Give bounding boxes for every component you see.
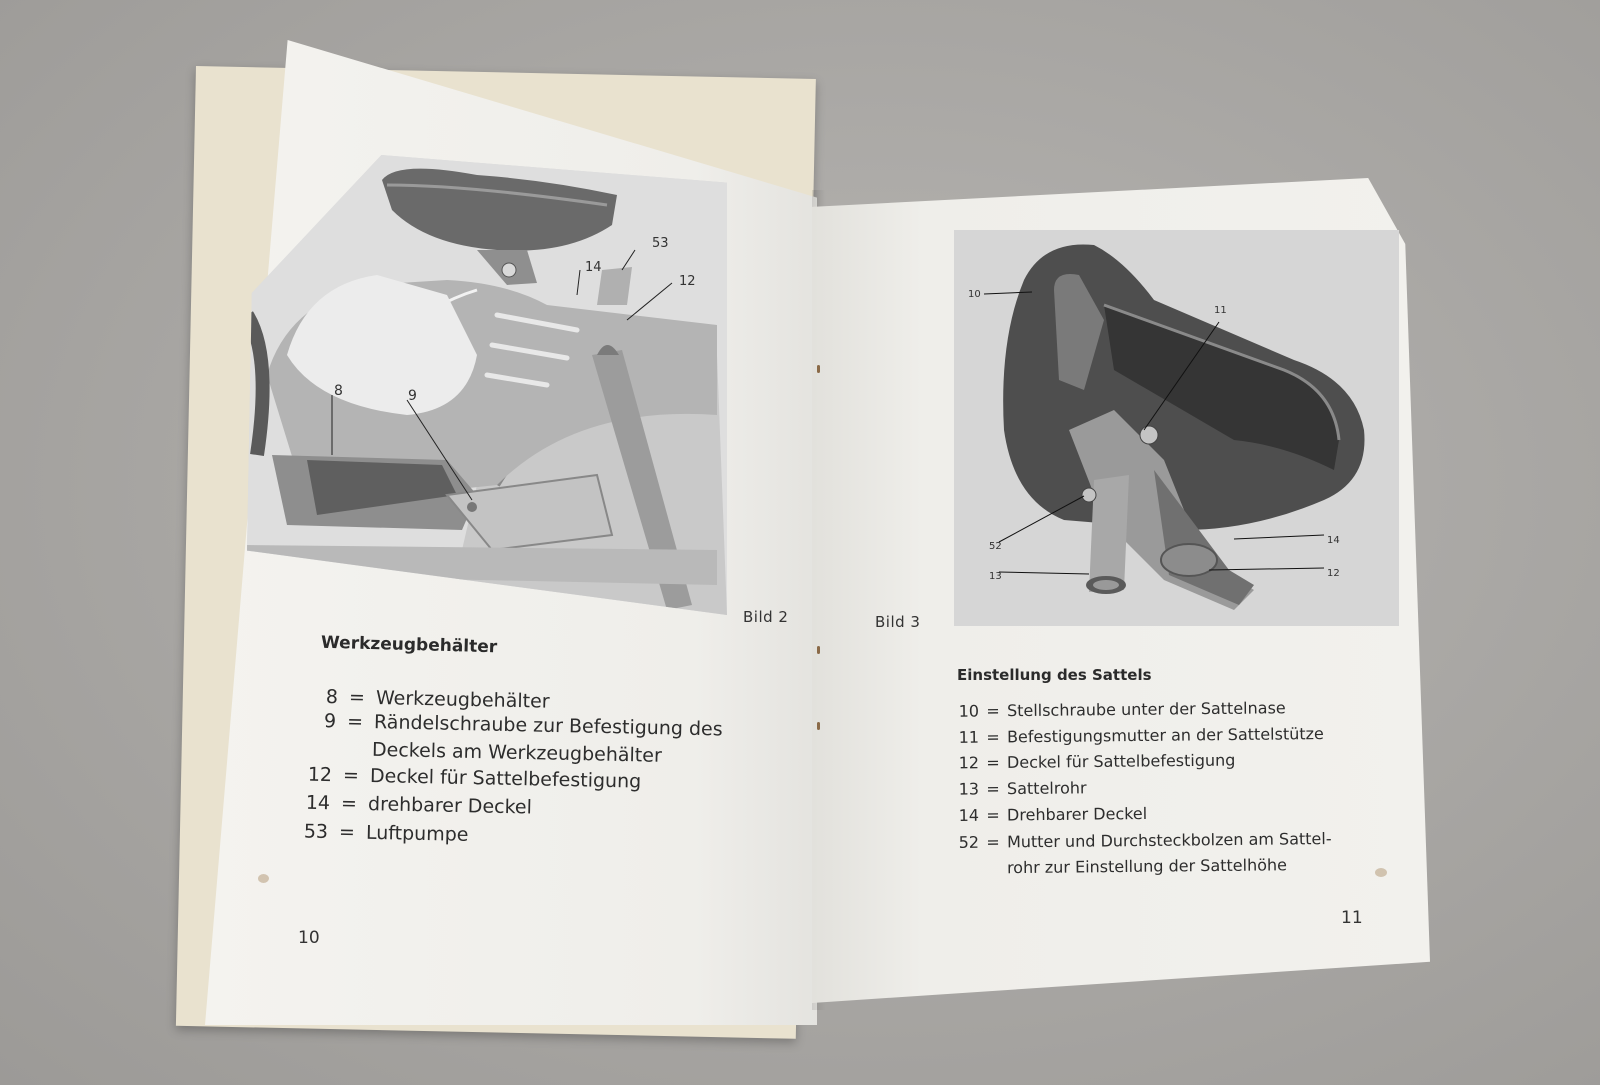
callout-14: 14	[1327, 535, 1340, 546]
equals-sign: =	[338, 821, 356, 844]
legend-item-53: 53 = Luftpumpe	[303, 820, 469, 846]
equals-sign: =	[342, 764, 360, 787]
binding-stitch	[817, 722, 820, 730]
figure-caption-bild-2: Bild 2	[743, 608, 789, 626]
legend-item-9-cont: Deckels am Werkzeugbehälter	[371, 738, 662, 767]
binding-stitch	[817, 365, 820, 373]
legend-item-9: 9 = Rändelschraube zur Befestigung des	[323, 710, 723, 741]
page-stain	[258, 874, 269, 883]
equals-sign: =	[986, 832, 1000, 852]
legend-item-12: 12 = Deckel für Sattelbefestigung	[958, 750, 1236, 773]
callout-12: 12	[1327, 568, 1340, 579]
equals-sign: =	[986, 753, 1000, 773]
legend-item-13: 13 = Sattelrohr	[958, 778, 1087, 799]
legend-item-8: 8 = Werkzeugbehälter	[325, 685, 550, 713]
equals-sign: =	[348, 686, 366, 709]
equals-sign: =	[986, 727, 1000, 747]
legend-item-10: 10 = Stellschraube unter der Sattelnase	[958, 698, 1286, 721]
legend-item-52: 52 = Mutter und Durchsteckbolzen am Sattel-	[958, 829, 1332, 852]
callout-10: 10	[968, 289, 981, 300]
callout-8: 8	[334, 383, 343, 399]
callout-52: 52	[989, 541, 1002, 552]
left-section-heading: Werkzeugbehälter	[320, 632, 498, 658]
callout-14: 14	[585, 260, 602, 275]
equals-sign: =	[986, 779, 1000, 799]
callout-13: 13	[989, 571, 1002, 582]
page-number-right: 11	[1341, 908, 1363, 928]
page-number-left: 10	[298, 928, 320, 948]
legend-item-12: 12 = Deckel für Sattelbefestigung	[307, 763, 642, 793]
legend-item-52-cont: rohr zur Einstellung der Sattelhöhe	[1006, 855, 1288, 878]
legend-item-11: 11 = Befestigungsmutter an der Sattelstütze	[958, 724, 1324, 747]
equals-sign: =	[340, 792, 358, 815]
equals-sign: =	[346, 710, 364, 733]
callout-9: 9	[408, 388, 417, 404]
callout-12: 12	[679, 274, 696, 289]
saddle-underside-illustration	[954, 230, 1399, 626]
legend-item-14: 14 = Drehbarer Deckel	[958, 803, 1148, 825]
binding-stitch	[817, 646, 820, 654]
callout-11: 11	[1214, 305, 1227, 316]
page-stain	[1375, 868, 1387, 877]
figure-caption-bild-3: Bild 3	[875, 613, 921, 631]
equals-sign: =	[986, 701, 1000, 721]
figure-bild-2-scooter-side	[247, 155, 727, 615]
figure-bild-3-saddle	[954, 230, 1399, 626]
right-section-heading: Einstellung des Sattels	[957, 666, 1152, 684]
scooter-side-illustration	[247, 155, 727, 615]
equals-sign: =	[986, 805, 1000, 825]
legend-item-14: 14 = drehbarer Deckel	[305, 791, 533, 819]
callout-53: 53	[652, 236, 669, 251]
